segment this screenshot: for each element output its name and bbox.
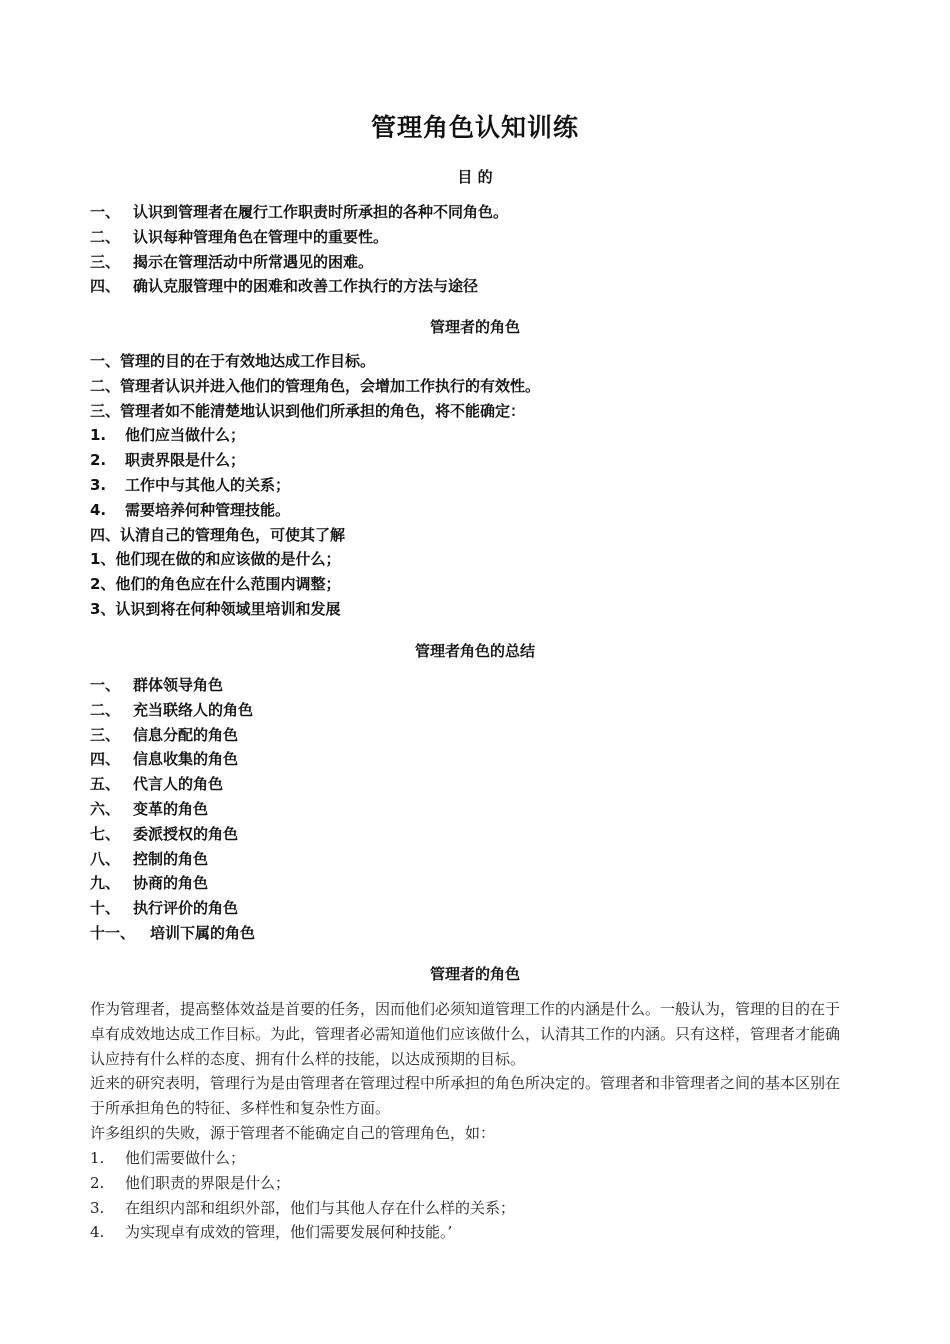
paragraph: 作为管理者，提高整体效益是首要的任务，因而他们必须知道管理工作的内涵是什么。一般认为，管理的目的在于卓有成效地达成工作目标。为此，管理者必需知道他们应该做什么，认清其工作的内涵。只有这样，管理者才能确认应持有什么样的态度、拥有什么样的技能，以达成预期的目标。 <box>90 1000 841 1068</box>
list-item: 1. 他们需要做什么； <box>90 1149 246 1167</box>
section-heading-role-2: 管理者的角色 <box>429 965 520 983</box>
document-title: 管理角色认知训练 <box>370 113 579 142</box>
list-item: 3. 在组织内部和组织外部，他们与其他人存在什么样的关系； <box>90 1198 516 1217</box>
list-item: 四、 信息收集的角色 <box>90 750 239 769</box>
list-item: 一、 认识到管理者在履行工作职责时所承担的各种不同角色。 <box>90 203 509 221</box>
list-item: 二、 认识每种管理角色在管理中的重要性。 <box>90 227 389 246</box>
paragraph: 许多组织的失败，源于管理者不能确定自己的管理角色，如： <box>90 1123 496 1142</box>
list-item: 七、 委派授权的角色 <box>90 824 239 843</box>
list-item: 十、 执行评价的角色 <box>90 899 239 918</box>
section-heading-role: 管理者的角色 <box>429 318 520 336</box>
purpose-list <box>90 200 860 299</box>
list-item: 二、 充当联络人的角色 <box>90 700 254 719</box>
paragraph: 近来的研究表明，管理行为是由管理者在管理过程中所承担的角色所决定的。管理者和非管理者之间的基本区别在于所承担角色的特征、多样性和复杂性方面。 <box>90 1074 841 1118</box>
list-item: 2. 他们职责的界限是什么； <box>90 1173 291 1192</box>
role2-list <box>90 1146 860 1245</box>
list-item: 八、 控制的角色 <box>90 849 209 868</box>
list-item: 4. 需要培养何种管理技能。 <box>90 500 291 519</box>
summary-list <box>90 673 860 946</box>
list-item: 二、管理者认识并进入他们的管理角色，会增加工作执行的有效性。 <box>90 376 541 395</box>
list-item: 一、 群体领导角色 <box>90 676 224 694</box>
list-item: 一、管理的目的在于有效地达成工作目标。 <box>90 352 376 370</box>
list-item: 2、他们的角色应在什么范围内调整； <box>90 575 341 594</box>
role-list <box>90 349 860 622</box>
section-heading-purpose: 目 的 <box>457 168 493 186</box>
body-paragraphs <box>90 997 848 1146</box>
list-item: 三、管理者如不能清楚地认识到他们所承担的角色，将不能确定： <box>90 401 526 420</box>
list-item: 四、 确认克服管理中的困难和改善工作执行的方法与途径 <box>90 277 479 296</box>
section-heading-summary: 管理者角色的总结 <box>414 642 535 660</box>
list-item: 九、 协商的角色 <box>90 874 209 893</box>
list-item: 2. 职责界限是什么； <box>90 451 246 470</box>
list-item: 1、他们现在做的和应该做的是什么； <box>90 550 341 569</box>
list-item: 4. 为实现卓有成效的管理，他们需要发展何种技能。’ <box>90 1223 453 1242</box>
list-item: 三、 信息分配的角色 <box>90 725 239 744</box>
list-item: 四、认清自己的管理角色，可使其了解 <box>90 525 346 544</box>
list-item: 六、 变革的角色 <box>90 799 209 818</box>
list-item: 3. 工作中与其他人的关系； <box>90 475 291 494</box>
list-item: 1. 他们应当做什么； <box>90 426 246 445</box>
list-item: 五、 代言人的角色 <box>90 775 224 794</box>
list-item: 3、认识到将在何种领域里培训和发展 <box>90 599 341 618</box>
list-item: 三、 揭示在管理活动中所常遇见的困难。 <box>90 252 374 271</box>
list-item: 十一、 培训下属的角色 <box>90 923 256 942</box>
